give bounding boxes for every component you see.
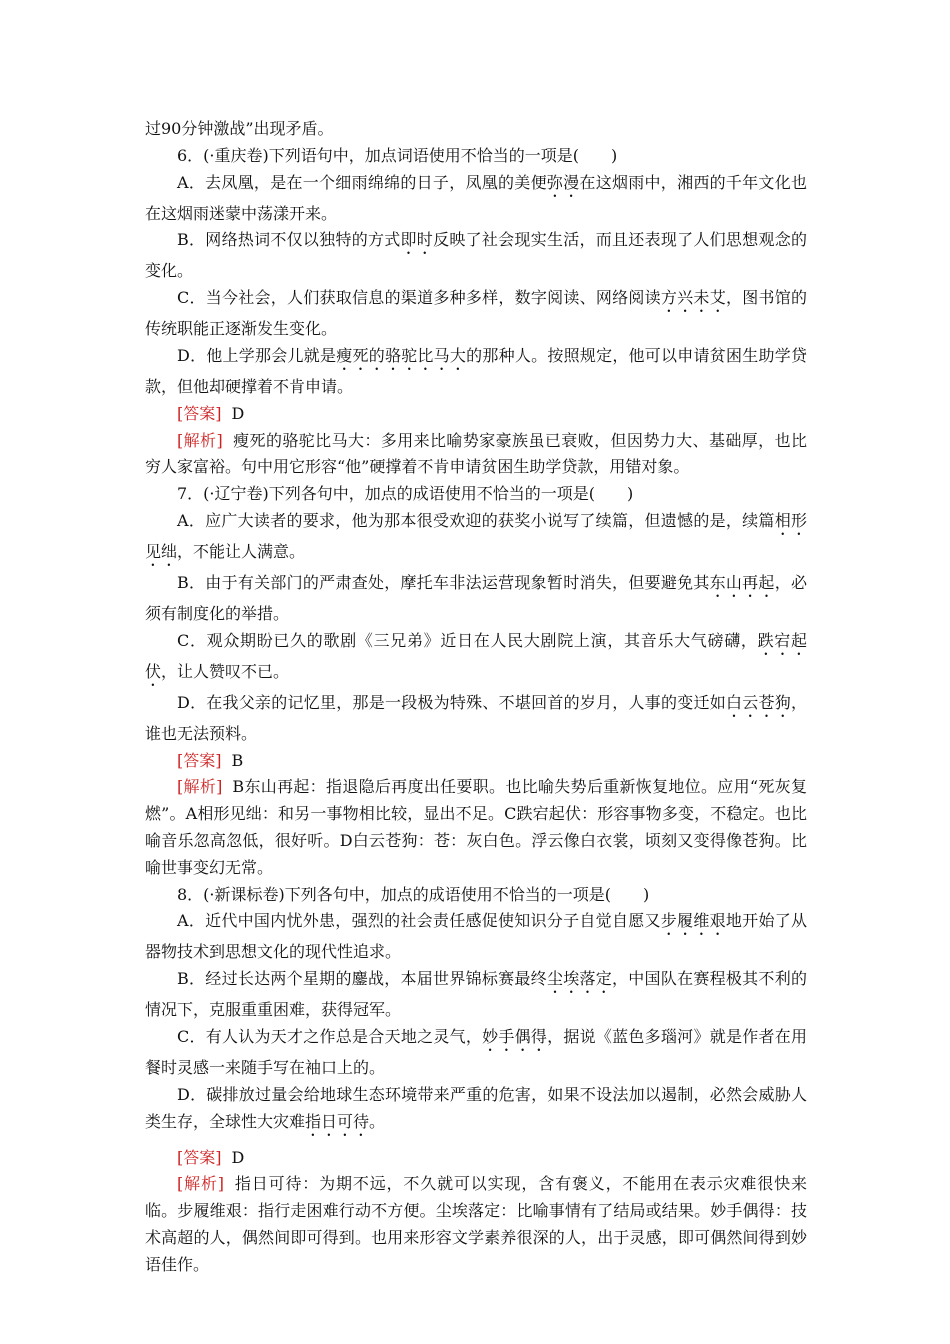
question-7-option-b: B．由于有关部门的严肃查处，摩托车非法运营现象暂时消失，但要避免其东山再起，必须有制度化的举措。 [145, 572, 807, 623]
question-7-analysis: [解析] B东山再起：指退隐后再度出任要职。也比喻失势后重新恢复地位。应用“死灰复燃”。A相形见绌：和另一事物相比较，显出不足。C跌宕起伏：形容事物多变，不稳定。也比喻音乐忽高忽低，很好听。D白云苍狗：苍：灰白色。浮云像白衣裳，顷刻又变得像苍狗。比喻世事变幻无常。 [145, 777, 807, 877]
document-page [145, 116, 807, 1279]
emphasized-term: 指日可待 [305, 1111, 370, 1131]
emphasized-term: 相形见绌 [145, 510, 807, 561]
question-6-option-d: D．他上学那会儿就是瘦死的骆驼比马大的那种人。按照规定，他可以申请贫困生助学贷款，但他却硬撑着不肯申请。 [145, 345, 807, 396]
analysis-label: [解析] [177, 430, 223, 450]
emphasized-term: 弥漫 [546, 172, 580, 192]
emphasized-term: 尘埃落定 [546, 969, 613, 989]
emphasized-term: 妙手偶得 [482, 1026, 548, 1046]
question-7-option-d: D．在我父亲的记忆里，那是一段极为特殊、不堪回首的岁月，人事的变迁如白云苍狗，谁也无法预料。 [145, 692, 807, 743]
emphasized-term: 瘦死的骆驼比马大 [336, 345, 467, 365]
question-7-option-a: A．应广大读者的要求，他为那本很受欢迎的获奖小说写了续篇，但遗憾的是，续篇相形见绌，不能让人满意。 [145, 510, 807, 561]
question-6-analysis: [解析] 瘦死的骆驼比马大：多用来比喻势家豪族虽已衰败，但因势力大、基础厚，也比穷人家富裕。句中用它形容“他”硬撑着不肯申请贫困生助学贷款，用错对象。 [145, 430, 807, 477]
emphasized-term: 方兴未艾 [660, 288, 726, 308]
question-6-option-b: B．网络热词不仅以独特的方式即时反映了社会现实生活，而且还表现了人们思想观念的变化。 [145, 230, 807, 281]
emphasized-term: 跌宕起伏 [145, 630, 807, 681]
question-7-option-c: C．观众期盼已久的歌剧《三兄弟》近日在人民大剧院上演，其音乐大气磅礴，跌宕起伏，让人赞叹不已。 [145, 630, 807, 681]
question-6-option-a: A．去凤凰，是在一个细雨绵绵的日子，凤凰的美便弥漫在这烟雨中，湘西的千年文化也在这烟雨迷蒙中荡漾开来。 [145, 172, 807, 223]
question-8-answer: [答案] D [177, 1147, 245, 1167]
question-8-option-b: B．经过长达两个星期的鏖战，本届世界锦标赛最终尘埃落定，中国队在赛程极其不利的情况下，克服重重困难，获得冠军。 [145, 969, 807, 1020]
intro-line: 过90分钟激战”出现矛盾。 [145, 119, 334, 138]
emphasized-term: 东山再起 [709, 572, 775, 592]
question-8-option-d: D．碳排放过量会给地球生态环境带来严重的危害，如果不设法加以遏制，必然会威胁人类生存，全球性大灾难指日可待。 [145, 1084, 807, 1131]
analysis-label: [解析] [177, 1174, 225, 1194]
question-8-option-a: A．近代中国内忧外患，强烈的社会责任感促使知识分子自觉自愿又步履维艰地开始了从器物技术到思想文化的现代性追求。 [145, 911, 807, 962]
answer-label: [答案] [177, 750, 222, 770]
question-8-option-c: C．有人认为天才之作总是合天地之灵气，妙手偶得，据说《蓝色多瑙河》就是作者在用餐时灵感一来随手写在袖口上的。 [145, 1026, 807, 1077]
answer-label: [答案] [177, 403, 222, 423]
emphasized-term: 步履维艰 [660, 911, 726, 931]
answer-label: [答案] [177, 1147, 222, 1167]
question-7-stem: 7．(·辽宁卷)下列各句中，加点的成语使用不恰当的一项是( ) [177, 484, 634, 504]
question-8-stem: 8．(·新课标卷)下列各句中，加点的成语使用不恰当的一项是( ) [177, 884, 650, 904]
question-6-option-c: C．当今社会，人们获取信息的渠道多种多样，数字阅读、网络阅读方兴未艾，图书馆的传统职能正逐渐发生变化。 [145, 288, 807, 339]
emphasized-term: 即时 [400, 230, 434, 250]
question-7-answer: [答案] B [177, 750, 244, 770]
emphasized-term: 白云苍狗 [726, 692, 791, 712]
question-6-answer: [答案] D [177, 403, 245, 423]
question-6-stem: 6．(·重庆卷)下列语句中，加点词语使用不恰当的一项是( ) [177, 145, 618, 165]
question-8-analysis: [解析] 指日可待：为期不远，不久就可以实现，含有褒义，不能用在表示灾难很快来临。步履维艰：指行走困难行动不方便。尘埃落定：比喻事情有了结局或结果。妙手偶得：技术高超的人，偶然间即可得到。也用来形容文学素养很深的人，出于灵感，即可偶然间得到妙语佳作。 [145, 1174, 807, 1274]
analysis-label: [解析] [177, 777, 223, 797]
